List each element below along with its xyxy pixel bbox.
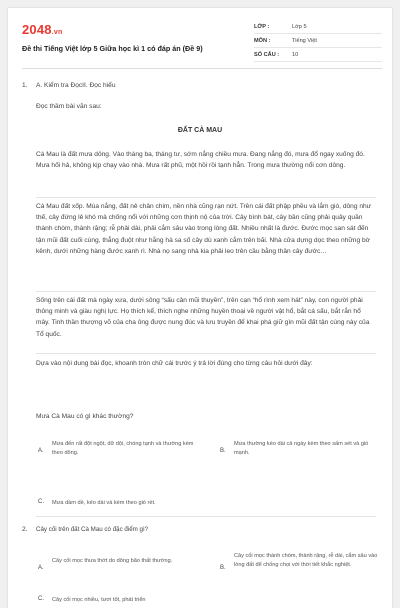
meta-value: Lớp 5 <box>292 23 307 30</box>
option-label[interactable]: A. <box>38 565 44 571</box>
meta-value: 10 <box>292 51 299 58</box>
divider <box>36 291 376 292</box>
option-label[interactable]: A. <box>38 448 44 454</box>
document-page <box>8 8 392 608</box>
option-label[interactable]: C. <box>38 499 44 505</box>
divider <box>36 353 376 354</box>
divider <box>36 197 376 198</box>
option-text[interactable]: Cây cối mọc nhiều, tươi tốt, phát triển <box>52 597 146 603</box>
meta-key: SỐ CÂU : <box>254 51 280 58</box>
option-text[interactable]: Cây cối mọc thành chòm, thành rặng, rễ dài, cắm sâu vào lòng đất để chống chọi với thời tiết khắc nghiệt. <box>234 553 378 568</box>
option-label[interactable]: B. <box>220 565 226 571</box>
meta-row-count <box>254 48 382 62</box>
meta-key: MÔN : <box>254 37 271 44</box>
option-label[interactable]: B. <box>220 448 226 454</box>
question-text: Cây cối trên đất Cà Mau có đặc điểm gì? <box>36 526 149 533</box>
answer-prompt: Dựa vào nội dung bài đọc, khoanh tròn chữ cái trước ý trả lời đúng cho từng câu hỏi dưới đây: <box>36 360 313 367</box>
question-number: 1. <box>22 82 28 89</box>
meta-row-class <box>254 20 382 34</box>
option-label[interactable]: C. <box>38 596 44 602</box>
site-logo[interactable] <box>22 22 62 37</box>
option-text[interactable]: Mưa thường kéo dài cả ngày kèm theo sấm sét và gió mạnh. <box>234 441 369 456</box>
document-title: Đề thi Tiếng Việt lớp 5 Giữa học kì 1 có đáp án (Đề 9) <box>22 44 203 53</box>
option-text[interactable]: Cây cối mọc thưa thớt do dông bão thất thường. <box>52 558 173 564</box>
meta-table <box>254 20 382 62</box>
meta-key: LỚP : <box>254 23 270 30</box>
question-text: Mưa Cà Mau có gì khác thường? <box>36 413 134 420</box>
option-text[interactable]: Mưa dầm dề, kéo dài và kèm theo gió rét. <box>52 500 156 506</box>
logo-main: 2048 <box>22 22 52 37</box>
passage-paragraph: Sống trên cái đất mà ngày xưa, dưới sông “sấu cản mũi thuyền”, trên cạn “hổ rình xem hát” này, con người phải thông minh và giàu nghị lực. Họ thích kể, thích nghe những huyền thoại về người vật hổ, bắt cá sấu, bắt rắn hổ mây. Tinh thần thượng võ của cha ông được nung đúc và lưu truyền để khai phá giữ gìn mũi đất tận cùng này của Tổ quốc. <box>36 297 370 338</box>
passage-paragraph: Cà Mau đất xốp. Mùa nắng, đất nẻ chân chim, nền nhà cũng rạn nứt. Trên cái đất phập phều và lắm gió, dông như thế, cây đứng lẻ khó mà chống nổi với những cơn thịnh nộ của trời. Cây bình bát, cây bần cũng phải quây quần thành chòm, thành rặng; rễ phải dài, phải cắm sâu vào trong lòng đất. Nhiều nhất là đước. Đước mọc san sát đến tận mũi đất cuối cùng, thẳng đuột như hằng hà sa số cây dù xanh cắm trên bãi. Nhà cửa dựng dọc theo những bờ kênh, dưới những hàng đước xanh rì. Nhà nọ sang nhà kia phải leo trên cầu bằng thân cây đước… <box>36 203 372 255</box>
divider <box>36 516 376 517</box>
meta-row-subject <box>254 34 382 48</box>
logo-suffix: .vn <box>51 29 63 36</box>
section-heading: A. Kiểm tra ĐọcII. Đọc hiểu <box>36 82 116 89</box>
passage-paragraph: Cà Mau là đất mưa dông. Vào tháng ba, tháng tư, sớm nắng chiều mưa. Đang nắng đó, mưa đổ ngay xuống đó. Mưa hối hả, không kịp chạy vào nhà. Mưa rất phũ, một hồi rồi tạnh hẳn. Trong mưa thường nổi cơn dông. <box>36 151 365 170</box>
question-number: 2. <box>22 526 28 533</box>
reading-instruction: Đọc thầm bài văn sau: <box>36 103 102 110</box>
meta-value: Tiếng Việt <box>292 37 317 44</box>
option-text[interactable]: Mưa đến rất đột ngột, dữ dội, chóng tạnh và thường kèm theo dông. <box>52 441 194 456</box>
passage-title: ĐẤT CÀ MAU <box>177 127 223 134</box>
document-header <box>22 20 382 69</box>
